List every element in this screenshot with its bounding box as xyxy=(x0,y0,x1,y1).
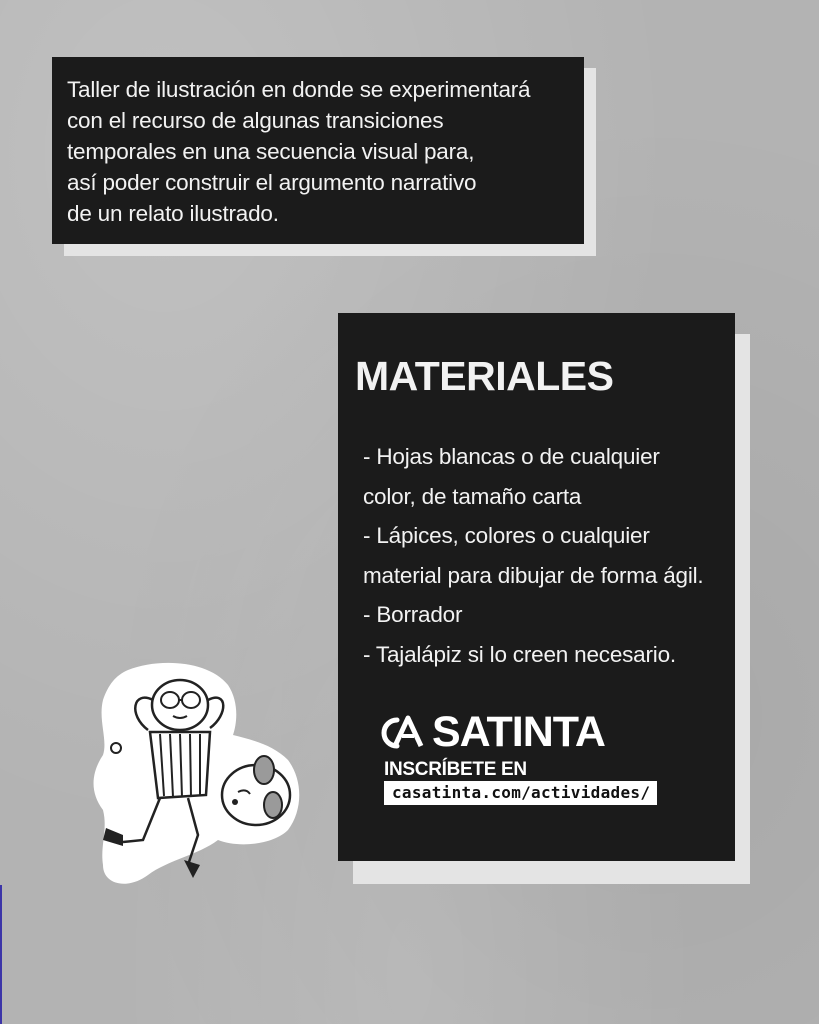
materials-list xyxy=(363,437,733,674)
materials-line: - Lápices, colores o cualquier xyxy=(363,523,650,548)
materials-line: - Borrador xyxy=(363,602,463,627)
intro-box xyxy=(52,57,584,244)
materials-box xyxy=(338,313,735,861)
signup-url-link[interactable]: casatinta.com/actividades/ xyxy=(384,781,657,805)
logo-ca-mark-icon xyxy=(375,714,431,752)
materials-line: - Hojas blancas o de cualquier xyxy=(363,444,660,469)
materials-title: MATERIALES xyxy=(355,353,614,399)
materials-line: - Tajalápiz si lo creen necesario. xyxy=(363,641,676,667)
materials-line: color, de tamaño carta xyxy=(363,483,582,509)
boy-with-dog-sticker-icon xyxy=(88,660,303,890)
materials-line: material para dibujar de forma ágil. xyxy=(363,562,704,588)
intro-text: Taller de ilustración en donde se experimentará con el recurso de algunas transiciones temporales en una secuencia visual para, así poder construir el argumento narrativo de un relato ilustrado. xyxy=(67,77,531,226)
logo-text: SATINTA xyxy=(432,708,605,756)
edge-line xyxy=(0,885,2,1024)
casatinta-logo xyxy=(375,708,605,757)
signup-label: INSCRÍBETE EN xyxy=(384,759,527,780)
